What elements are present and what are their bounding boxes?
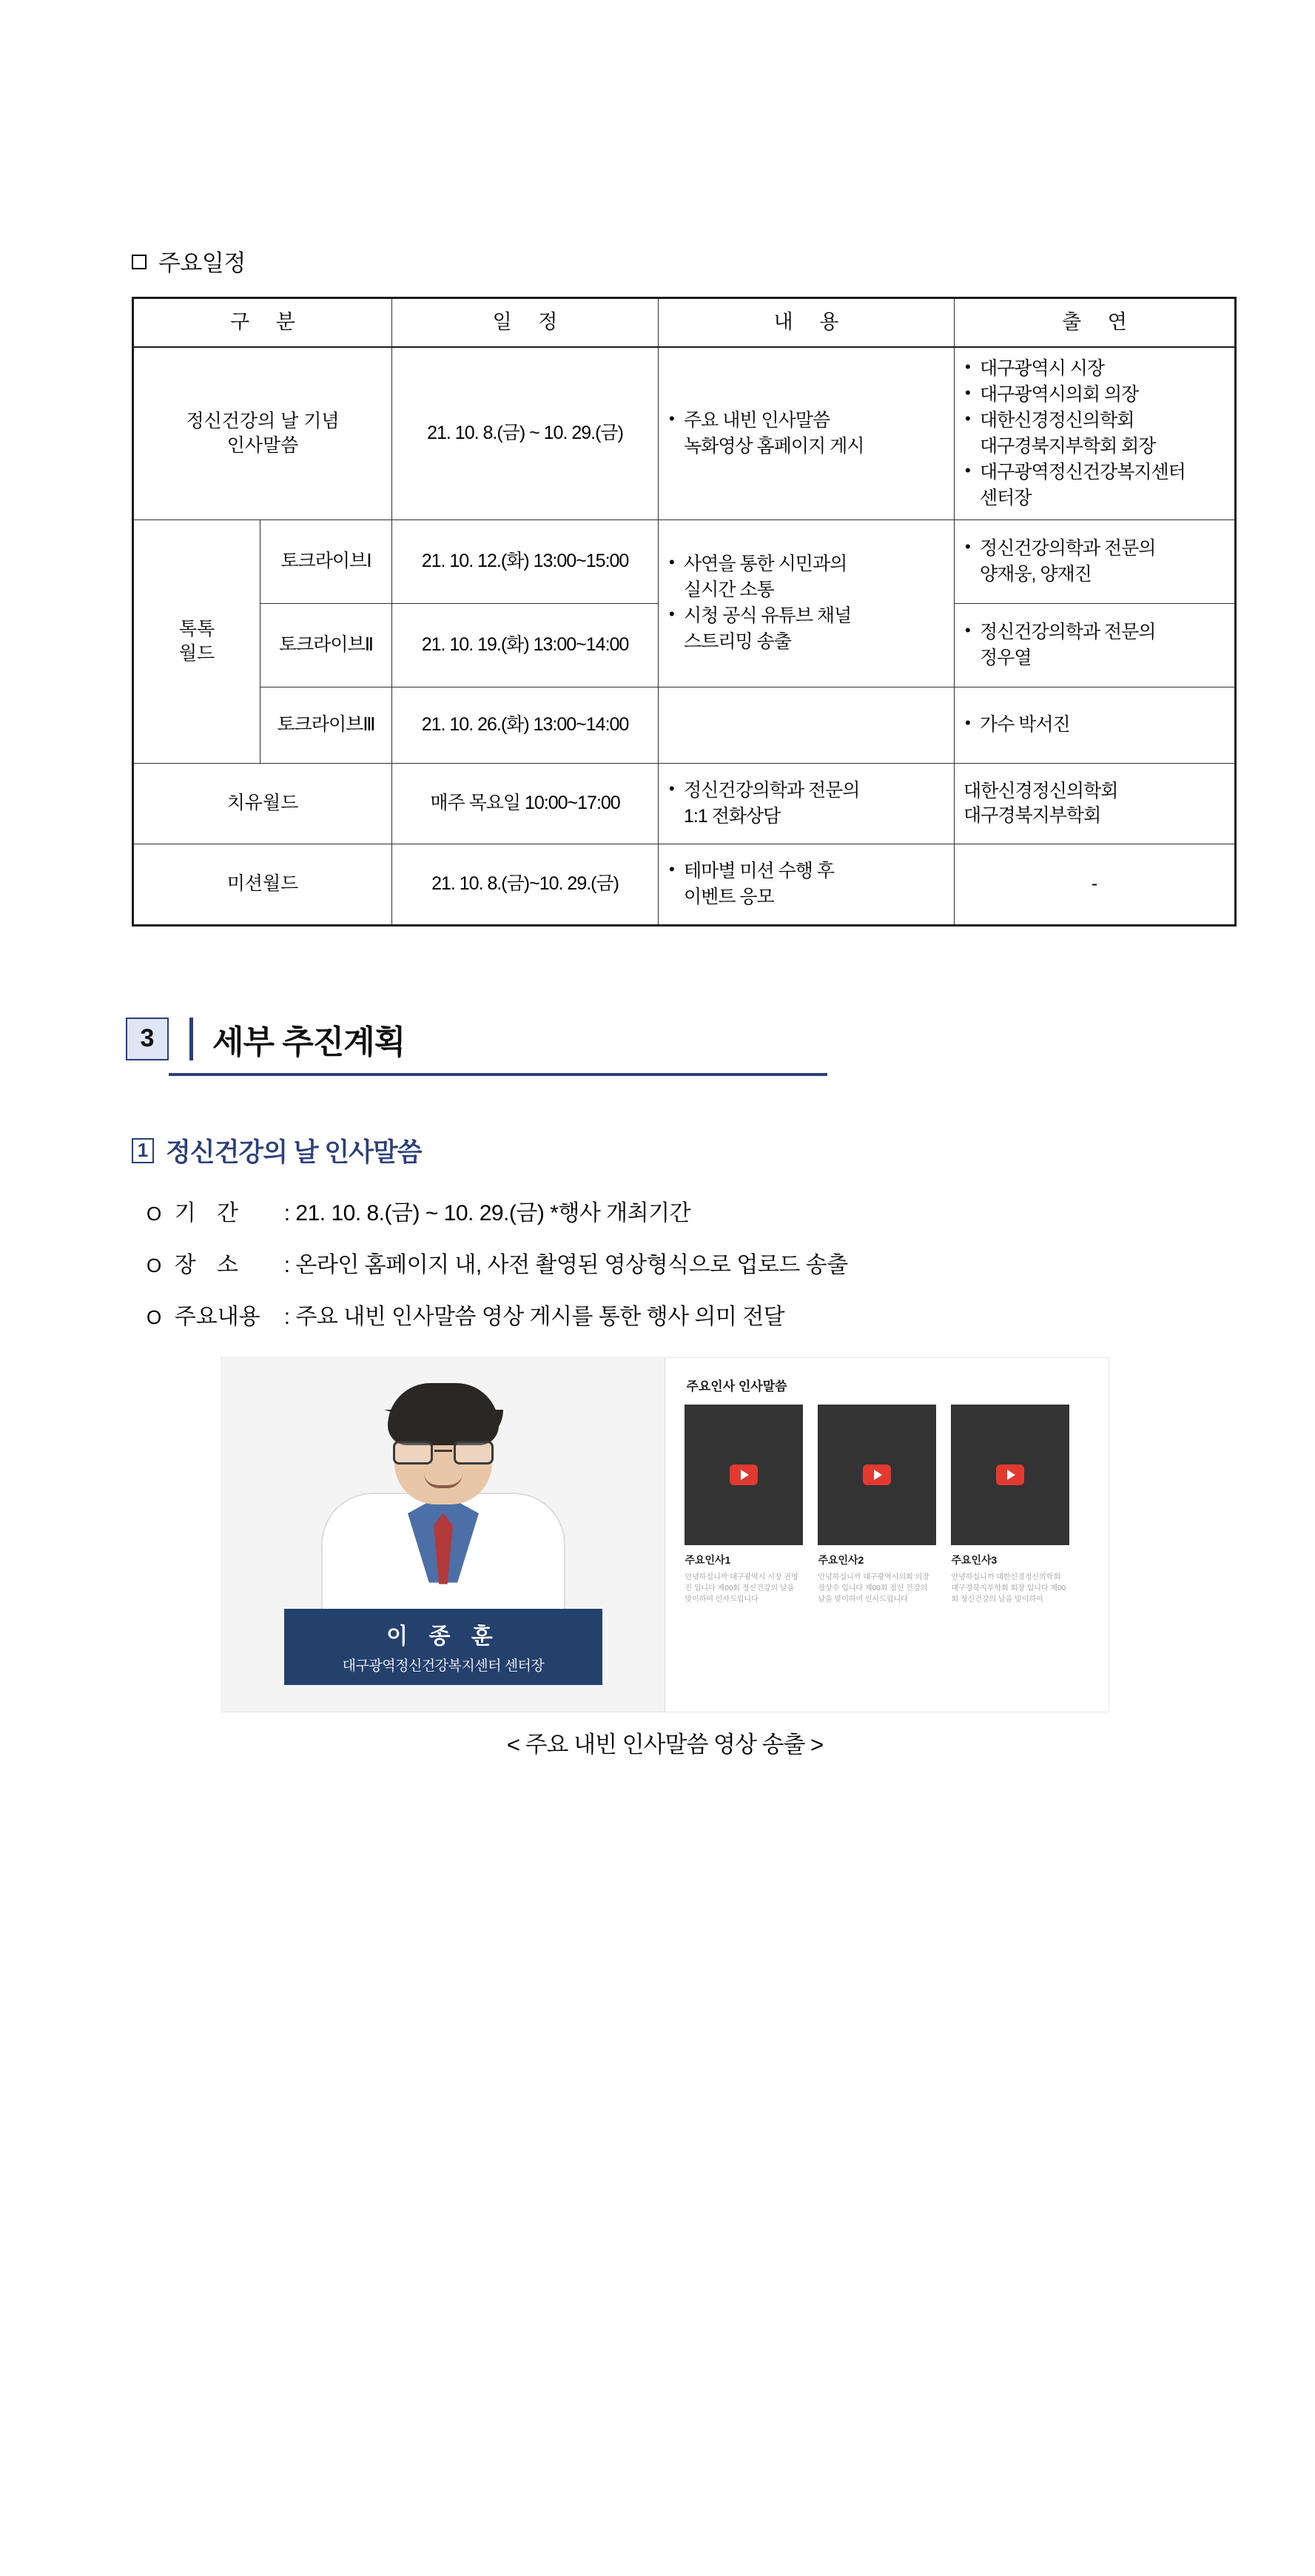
figure-portrait-panel bbox=[222, 1358, 665, 1712]
content-item: • 시청 공식 유튜브 채널 bbox=[667, 604, 945, 628]
cell-content-1 bbox=[659, 347, 955, 520]
cast-item: • 정신건강의학과 전문의 bbox=[963, 620, 1225, 645]
subchapter-badge: 1 bbox=[132, 1138, 154, 1163]
chapter-underline bbox=[169, 1073, 827, 1076]
table-row bbox=[133, 687, 1236, 763]
figure-image bbox=[221, 1357, 1109, 1712]
cell-cast-4 bbox=[955, 687, 1236, 763]
chapter-number: 3 bbox=[126, 1018, 169, 1060]
schedule-table-body bbox=[133, 347, 1236, 926]
cast-item: • 정신건강의학과 전문의 bbox=[963, 537, 1225, 561]
play-triangle bbox=[741, 1470, 749, 1480]
content-item: 스트리밍 송출 bbox=[684, 631, 791, 653]
cast-item: • 대구광역시 시장 bbox=[963, 357, 1225, 381]
chapter-heading bbox=[126, 1015, 1204, 1063]
col-header-date: 일 정 bbox=[392, 298, 659, 347]
chapter-divider-bar bbox=[189, 1018, 193, 1060]
division-line-2: 월드 bbox=[178, 642, 215, 664]
chapter-title: 세부 추진계획 bbox=[212, 1023, 406, 1060]
hair-shape bbox=[388, 1383, 499, 1445]
glasses-left-lens bbox=[393, 1441, 433, 1464]
cast-item: • 대한신경정신의학회 bbox=[963, 408, 1225, 433]
detail-label: 기 간 bbox=[174, 1200, 246, 1225]
cast-item: 대구경북지부학회 회장 bbox=[980, 435, 1156, 457]
cell-cast-6: - bbox=[955, 844, 1236, 925]
detail-text: : 주요 내빈 인사말씀 영상 게시를 통한 행사 의미 전달 bbox=[283, 1304, 785, 1329]
figure-block bbox=[126, 1357, 1204, 1759]
figure-caption: < 주요 내빈 인사말씀 영상 송출 > bbox=[506, 1731, 824, 1758]
play-icon[interactable] bbox=[996, 1464, 1024, 1485]
video-caption: 주요인사2 bbox=[818, 1553, 864, 1566]
cell-cast-2 bbox=[955, 519, 1236, 603]
video-panel-title: 주요인사 인사말씀 bbox=[686, 1379, 787, 1393]
video-list bbox=[685, 1405, 1089, 1605]
cell-content-2 bbox=[659, 519, 955, 687]
o-bullet-icon: O bbox=[147, 1254, 161, 1277]
detail-line-place bbox=[147, 1246, 1204, 1279]
cell-sub-2: 토크라이브Ⅰ bbox=[260, 519, 392, 603]
video-item[interactable] bbox=[685, 1405, 803, 1605]
schedule-table bbox=[132, 297, 1237, 927]
content-list-2 bbox=[667, 552, 945, 654]
col-header-cast: 출 연 bbox=[955, 298, 1236, 347]
content-item: • 사연을 통한 시민과의 bbox=[667, 552, 945, 576]
glasses-bridge bbox=[434, 1450, 452, 1452]
section-heading-label: 주요일정 bbox=[158, 250, 246, 276]
o-bullet-icon: O bbox=[147, 1305, 161, 1328]
video-thumbnail[interactable] bbox=[685, 1405, 803, 1545]
cell-date-2: 21. 10. 12.(화) 13:00~15:00 bbox=[392, 519, 659, 603]
detail-line-summary bbox=[147, 1298, 1204, 1331]
video-caption: 주요인사1 bbox=[685, 1553, 731, 1566]
cast-item: 양재웅, 양재진 bbox=[980, 563, 1092, 585]
video-item[interactable] bbox=[951, 1405, 1069, 1605]
cell-division-5: 치유월드 bbox=[133, 763, 392, 844]
cast-item: 대구경북지부학회 bbox=[963, 804, 1101, 826]
cast-list-3 bbox=[963, 620, 1225, 670]
video-thumbnail[interactable] bbox=[951, 1405, 1069, 1545]
figure-video-panel bbox=[665, 1358, 1108, 1712]
content-item: • 주요 내빈 인사말씀 bbox=[667, 408, 945, 433]
cell-sub-3: 토크라이브Ⅱ bbox=[260, 603, 392, 687]
o-bullet-icon: O bbox=[147, 1202, 161, 1225]
col-header-division: 구 분 bbox=[133, 298, 392, 347]
content-list-5 bbox=[667, 778, 945, 829]
person-org: 대구광역정신건강복지센터 센터장 bbox=[342, 1658, 545, 1674]
table-row bbox=[133, 763, 1236, 844]
section-heading bbox=[132, 244, 1204, 278]
content-list-6 bbox=[667, 859, 945, 909]
content-item: • 테마별 미션 수행 후 bbox=[667, 859, 945, 884]
cell-content-6 bbox=[659, 844, 955, 925]
cell-date-5: 매주 목요일 10:00~17:00 bbox=[392, 763, 659, 844]
play-icon[interactable] bbox=[863, 1464, 891, 1485]
detail-line-period bbox=[147, 1194, 1204, 1227]
cell-content-5 bbox=[659, 763, 955, 844]
table-row bbox=[133, 844, 1236, 925]
division-line-1: 톡톡 bbox=[178, 618, 215, 639]
cell-date-3: 21. 10. 19.(화) 13:00~14:00 bbox=[392, 603, 659, 687]
cast-item: 센터장 bbox=[980, 487, 1032, 508]
content-item: 실시간 소통 bbox=[684, 579, 774, 601]
cell-division-2 bbox=[133, 519, 260, 763]
content-list-1 bbox=[667, 408, 945, 459]
division-line-1: 정신건강의 날 기념 bbox=[186, 410, 340, 431]
video-subtext: 안녕하십니까 대한신경정신의학회 대구경북지부학회 회장 입니다 제00회 정신건강의 날을 맞이하여 bbox=[951, 1573, 1066, 1604]
cast-item: • 대구광역정신건강복지센터 bbox=[963, 460, 1225, 485]
cell-sub-4: 토크라이브Ⅲ bbox=[260, 687, 392, 763]
cast-list-1 bbox=[963, 357, 1225, 511]
subchapter-title: 정신건강의 날 인사말씀 bbox=[166, 1137, 422, 1167]
division-line-2: 인사말씀 bbox=[226, 434, 299, 456]
content-item: • 정신건강의학과 전문의 bbox=[667, 778, 945, 803]
cast-item: • 가수 박서진 bbox=[963, 713, 1225, 737]
name-plate bbox=[284, 1609, 602, 1685]
cell-division-6: 미션월드 bbox=[133, 844, 392, 925]
cell-date-6: 21. 10. 8.(금)~10. 29.(금) bbox=[392, 844, 659, 925]
col-header-content: 내 용 bbox=[659, 298, 955, 347]
cell-cast-3 bbox=[955, 603, 1236, 687]
square-bullet-icon bbox=[132, 255, 147, 269]
video-subtext: 안녕하십니까 대구광역시 시장 권영진 입니다 제00회 정신건강의 날을 맞이하여 인사드립니다 bbox=[685, 1573, 798, 1604]
video-subtext: 안녕하십니까 대구광역시의회 의장 장상수 입니다 제00회 정신 건강의 날을 맞이하여 인사드립니다 bbox=[818, 1573, 929, 1604]
cast-item: • 대구광역시의회 의장 bbox=[963, 383, 1225, 407]
table-row bbox=[133, 519, 1236, 603]
cast-item: 대한신경정신의학회 bbox=[963, 780, 1118, 801]
portrait-person bbox=[317, 1383, 569, 1605]
cast-list-4 bbox=[963, 713, 1225, 737]
content-item: 1:1 전화상담 bbox=[684, 805, 781, 827]
detail-label: 주요내용 bbox=[174, 1304, 260, 1329]
video-item[interactable] bbox=[818, 1405, 936, 1605]
play-icon[interactable] bbox=[730, 1464, 758, 1485]
person-name: 이 종 훈 bbox=[386, 1624, 500, 1649]
glasses-right-lens bbox=[454, 1441, 494, 1464]
cell-date-4: 21. 10. 26.(화) 13:00~14:00 bbox=[392, 687, 659, 763]
cast-item: 정우열 bbox=[980, 647, 1032, 668]
schedule-table-head bbox=[133, 298, 1236, 347]
cast-list-2 bbox=[963, 537, 1225, 587]
play-triangle bbox=[874, 1470, 882, 1480]
detail-text: : 온라인 홈페이지 내, 사전 촬영된 영상형식으로 업로드 송출 bbox=[283, 1252, 848, 1277]
cell-cast-1 bbox=[955, 347, 1236, 520]
cell-date-1: 21. 10. 8.(금) ~ 10. 29.(금) bbox=[392, 347, 659, 520]
detail-text: : 21. 10. 8.(금) ~ 10. 29.(금) *행사 개최기간 bbox=[283, 1200, 691, 1225]
table-header-row bbox=[133, 298, 1236, 347]
content-item: 녹화영상 홈페이지 게시 bbox=[684, 435, 864, 457]
table-row bbox=[133, 347, 1236, 520]
video-thumbnail[interactable] bbox=[818, 1405, 936, 1545]
cell-division-1 bbox=[133, 347, 392, 520]
video-caption: 주요인사3 bbox=[951, 1553, 998, 1566]
content-item: 이벤트 응모 bbox=[684, 886, 774, 907]
play-triangle bbox=[1007, 1470, 1015, 1480]
subchapter-heading bbox=[132, 1132, 1204, 1169]
cell-content-4 bbox=[659, 687, 955, 763]
cell-cast-5 bbox=[955, 763, 1236, 844]
glasses-icon bbox=[391, 1441, 495, 1466]
detail-label: 장 소 bbox=[174, 1252, 246, 1277]
